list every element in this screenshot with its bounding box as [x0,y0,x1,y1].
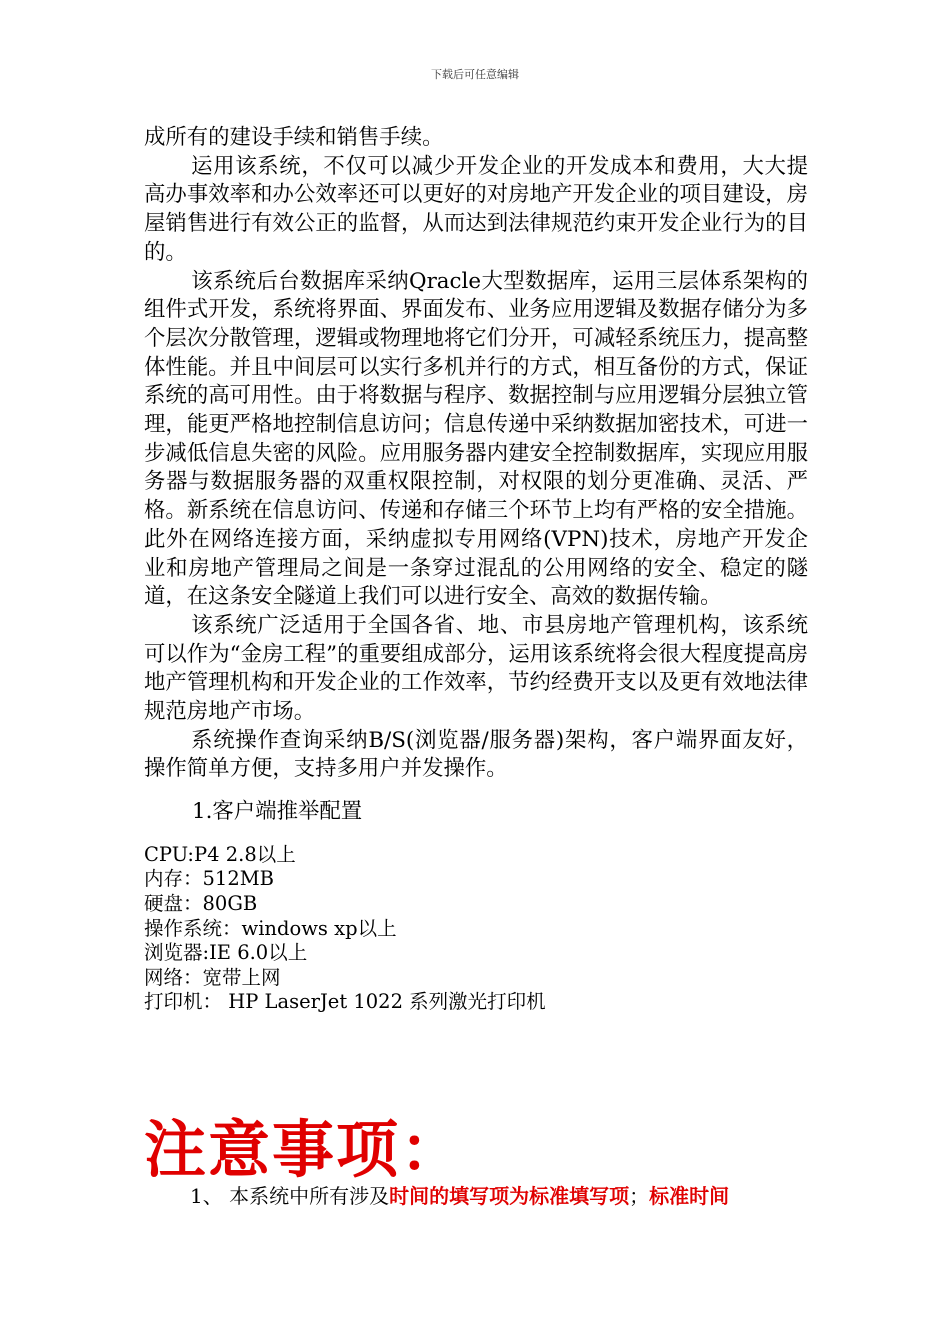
paragraph-applicability: 该系统广泛适用于全国各省、地、市县房地产管理机构，该系统可以作为“金房工程”的重要组成部分，运用该系统将会很大程度提高房地产管理机构和开发企业的工作效率，节约经费开支以及更有效地法律规范房地产市场。 [144,612,808,725]
config-list [144,843,808,1015]
paragraph-architecture: 该系统后台数据库采纳Qracle大型数据库，运用三层体系架构的组件式开发，系统将界面、界面发布、业务应用逻辑及数据存储分为多个层次分散管理，逻辑或物理地将它们分开，可减轻系统压力，提高整体性能。并且中间层可以实行多机并行的方式，相互备份的方式，保证系统的高可用性。由于将数据与程序、数据控制与应用逻辑分层独立管理，能更严格地控制信息访问；信息传递中采纳数据加密技术，可进一步减低信息失密的风险。应用服务器内建安全控制数据库，实现应用服务器与数据服务器的双重权限控制，对权限的划分更准确、灵活、严格。新系统在信息访问、传递和存储三个环节上均有严格的安全措施。此外在网络连接方面，采纳虚拟专用网络(VPN)技术，房地产开发企业和房地产管理局之间是一条穿过混乱的公用网络的安全、稳定的隧道，在这条安全隧道上我们可以进行安全、高效的数据传输。 [144,268,808,610]
notice-highlight-standard-time: 标准时间 [649,1184,730,1208]
paragraph-continuation: 成所有的建设手续和销售手续。 [144,125,444,150]
notice-separator: ； [629,1184,650,1208]
notice-title: 注意事项： [144,1113,465,1186]
notice-highlight-time-fields: 时间的填写项为标准填写项 [389,1184,630,1208]
config-os: 操作系统：windows xp以上 [144,916,397,940]
config-disk: 硬盘：80GB [144,892,258,916]
config-printer: 打印机： HP LaserJet 1022 系列激光打印机 [144,990,546,1014]
notice-item [190,1182,729,1210]
body-text [144,124,808,1015]
config-network: 网络：宽带上网 [144,965,281,989]
config-cpu: CPU:P4 2.8以上 [144,842,296,866]
paragraph-system-benefits: 运用该系统，不仅可以减少开发企业的开发成本和费用，大大提高办事效率和办公效率还可以更好的对房地产开发企业的项目建设，房屋销售进行有效公正的监督，从而达到法律规范约束开发企业行为的目的。 [144,153,808,265]
config-memory: 内存：512MB [144,867,275,891]
notice-item-text: 本系统中所有涉及 [222,1184,390,1208]
page-header: 下载后可任意编辑 [431,68,519,81]
config-browser: 浏览器:IE 6.0以上 [144,941,308,965]
paragraph-bs-architecture: 系统操作查询采纳B/S(浏览器/服务器)架构，客户端界面友好，操作简单方便，支持多用户并发操作。 [144,727,808,782]
notice-item-number: 1、 [190,1184,223,1208]
section-heading-client-config: 1.客户端推举配置 [192,799,363,825]
